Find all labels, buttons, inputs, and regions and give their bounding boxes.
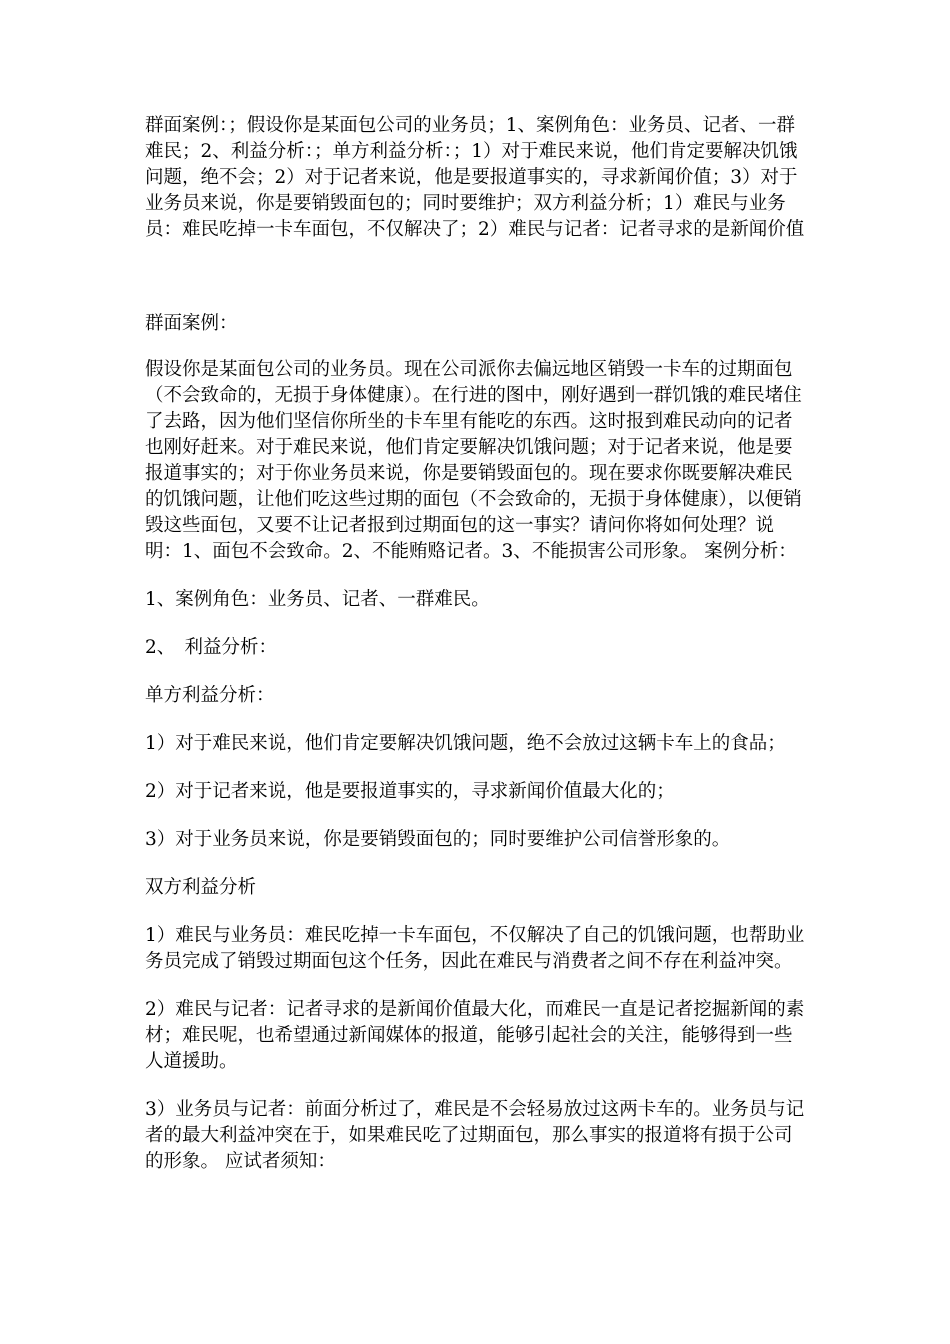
bilateral-heading: 双方利益分析 xyxy=(145,877,257,898)
summary-paragraph: 群面案例：；假设你是某面包公司的业务员；1、案例角色：业务员、记者、一群难民；2、利益分析：；单方利益分析：；1）对于难民来说，他们肯定要解决饥饿问题，绝不会；2）对于记者来说，他是要报道事实的，寻求新闻价值；3）对于业务员来说，你是要销毁面包的；同时要维护；双方利益分析；1）难民与业务员：难民吃掉一卡车面包，不仅解决了；2）难民与记者：记者寻求的是新闻价值 xyxy=(145,115,805,240)
interest-analysis-heading: 2、 利益分析： xyxy=(145,637,278,658)
document-page xyxy=(145,113,807,1197)
spacer xyxy=(145,243,807,311)
unilateral-item: 2）对于记者来说，他是要报道事实的，寻求新闻价值最大化的； xyxy=(145,781,675,802)
bilateral-item: 2）难民与记者：记者寻求的是新闻价值最大化，而难民一直是记者挖掘新闻的素材；难民呢，也希望通过新闻媒体的报道，能够引起社会的关注，能够得到一些人道援助。 xyxy=(145,999,805,1072)
unilateral-heading: 单方利益分析： xyxy=(145,685,275,706)
bilateral-item: 3）业务员与记者：前面分析过了，难民是不会轻易放过这两卡车的。业务员与记者的最大利益冲突在于，如果难民吃了过期面包，那么事实的报道将有损于公司的形象。 应试者须知： xyxy=(145,1099,805,1172)
unilateral-item: 3）对于业务员来说，你是要销毁面包的；同时要维护公司信誉形象的。 xyxy=(145,829,731,850)
roles-paragraph: 1、案例角色：业务员、记者、一群难民。 xyxy=(145,589,490,610)
bilateral-item: 1）难民与业务员：难民吃掉一卡车面包，不仅解决了自己的饥饿问题，也帮助业务员完成了销毁过期面包这个任务，因此在难民与消费者之间不存在利益冲突。 xyxy=(145,925,805,972)
unilateral-item: 1）对于难民来说，他们肯定要解决饥饿问题，绝不会放过这辆卡车上的食品； xyxy=(145,733,786,754)
case-heading: 群面案例： xyxy=(145,313,238,334)
scenario-paragraph: 假设你是某面包公司的业务员。现在公司派你去偏远地区销毁一卡车的过期面包（不会致命的，无损于身体健康）。在行进的图中，刚好遇到一群饥饿的难民堵住了去路，因为他们坚信你所坐的卡车里有能吃的东西。这时报到难民动向的记者也刚好赶来。对于难民来说，他们肯定要解决饥饿问题；对于记者来说，他是要报道事实的；对于你业务员来说，你是要销毁面包的。现在要求你既要解决难民的饥饿问题，让他们吃这些过期的面包（不会致命的，无损于身体健康），以便销毁这些面包，又要不让记者报到过期面包的这一事实？请问你将如何处理？说明：1、面包不会致命。2、不能贿赂记者。3、不能损害公司形象。 案例分析： xyxy=(145,359,802,562)
